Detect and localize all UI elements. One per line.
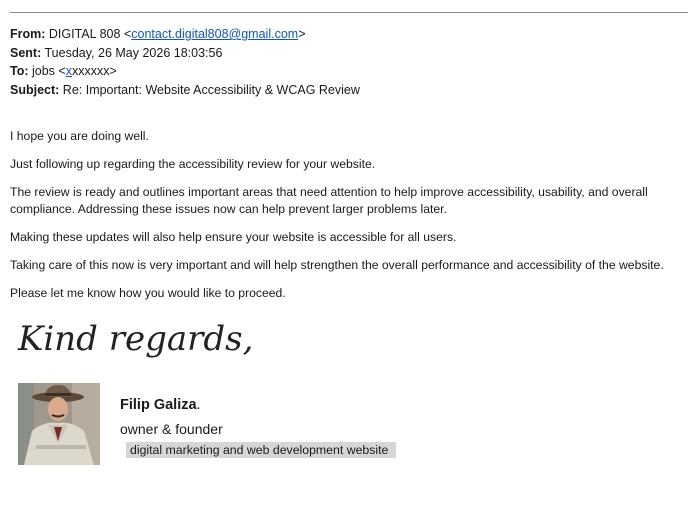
body-paragraph-greeting: I hope you are doing well. [10, 129, 149, 143]
from-address-link[interactable]: contact.digital808@gmail.com [131, 27, 299, 41]
from-row: From: DIGITAL 808 <contact.digital808@gmail.com> [10, 27, 306, 41]
from-name: DIGITAL 808 [48, 27, 121, 41]
subject-label: Subject: [10, 82, 60, 97]
signoff-script [16, 312, 254, 377]
signature-tagline: digital marketing and web development website [126, 442, 396, 458]
signoff-text: Kind regards, [18, 319, 254, 359]
to-address-rest: xxxxxx [71, 64, 110, 78]
signature-name-suffix: . [196, 397, 201, 413]
to-label: To: [10, 64, 29, 78]
signature-title: owner & founder [120, 421, 223, 437]
body-paragraph-importance: Taking care of this now is very important and will help strengthen the overall performance and accessibility of the website. [10, 258, 664, 272]
body-paragraph-updates: Making these updates will also help ensure your website is accessible for all users. [10, 230, 457, 244]
sent-label: Sent: [10, 45, 42, 60]
to-address-link[interactable]: x [65, 64, 72, 78]
signature-name [120, 397, 201, 413]
email-body [10, 128, 690, 313]
to-name: jobs [32, 64, 55, 78]
sent-value: Tuesday, 26 May 2026 18:03:56 [44, 45, 223, 60]
signature-name-text: Filip Galiza [120, 397, 197, 413]
body-paragraph-proceed: Please let me know how you would like to proceed. [10, 286, 286, 300]
subject-row [10, 81, 360, 100]
from-label: From: [10, 27, 46, 41]
kind-regards-script [16, 312, 254, 372]
email-header [10, 25, 360, 99]
subject-value: Re: Important: Website Accessibility & WCAG Review [62, 82, 360, 97]
header-divider [10, 12, 688, 13]
body-paragraph-review: The review is ready and outlines important areas that need attention to help improve accessibility, usability, and overall compliance. Addressing these issues now can help prevent larger problems later. [10, 185, 648, 216]
body-paragraph-followup: Just following up regarding the accessibility review for your website. [10, 157, 376, 171]
to-row: To: jobs <xxxxxxx> [10, 64, 117, 78]
avatar-photo [18, 383, 100, 465]
sent-row [10, 44, 360, 63]
